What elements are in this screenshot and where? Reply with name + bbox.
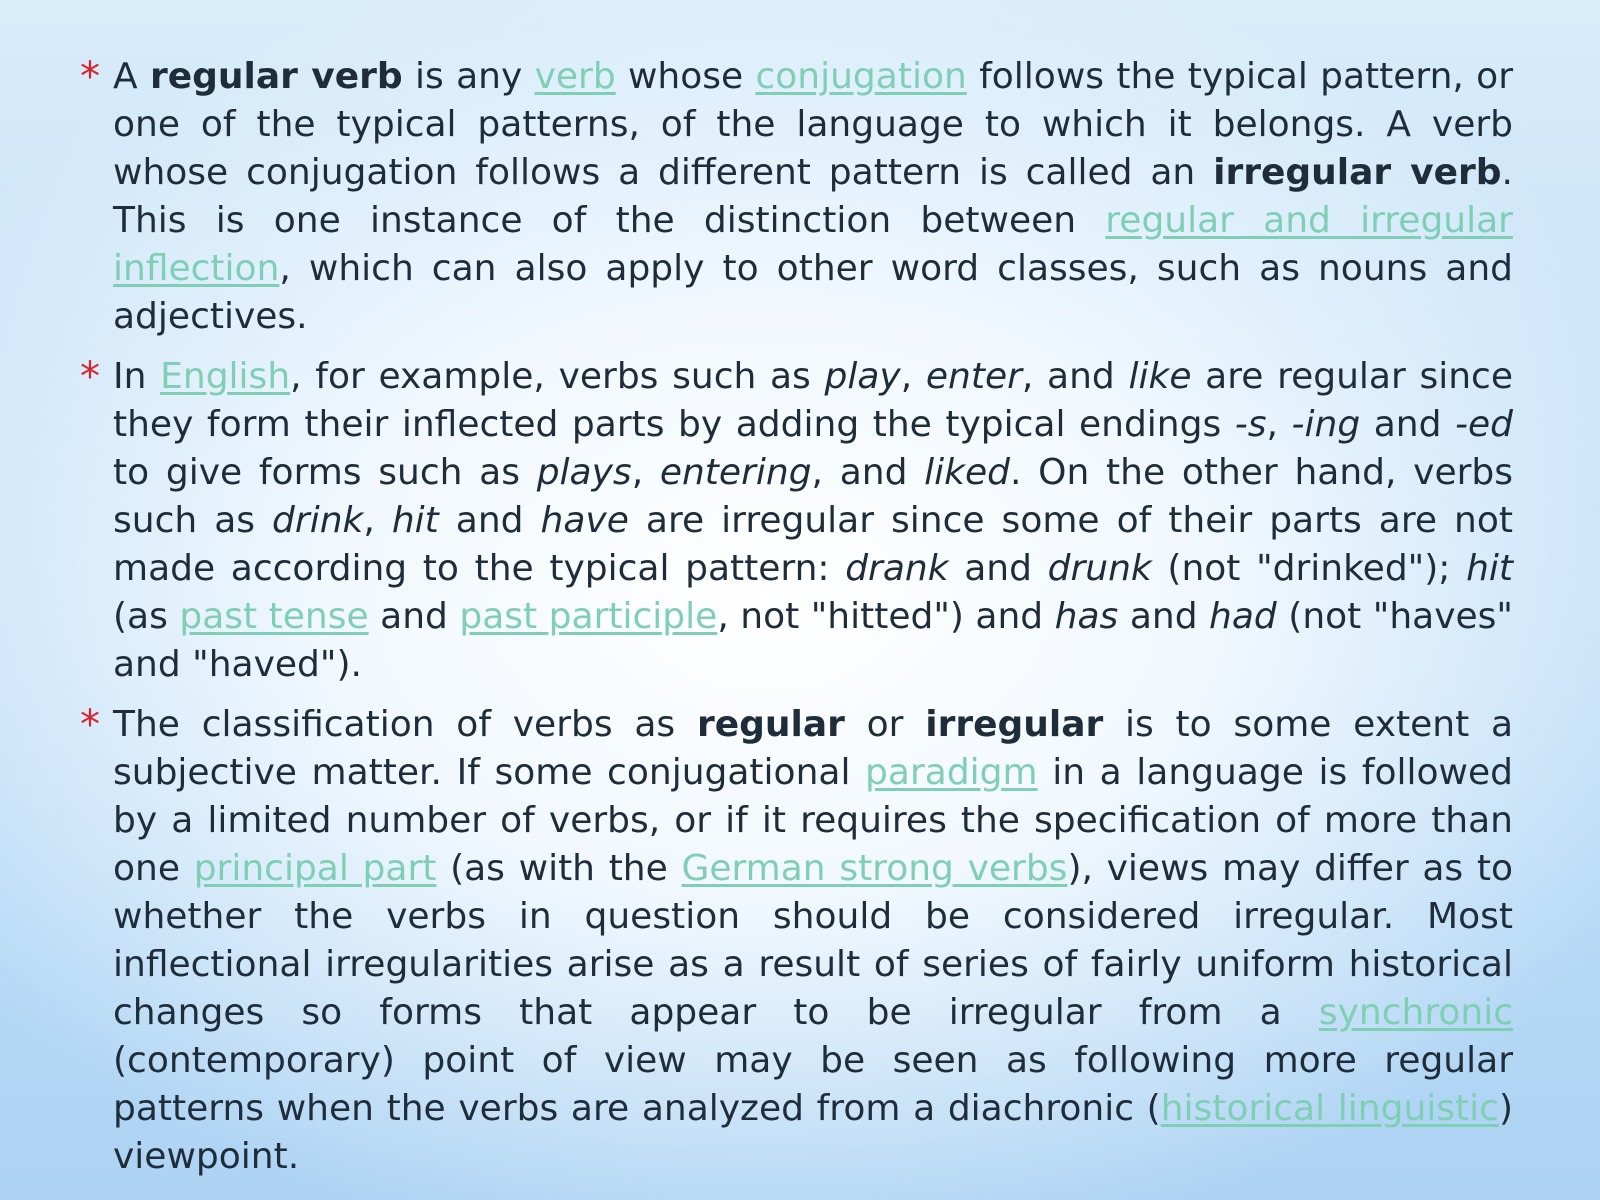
italic-term: -s bbox=[1234, 404, 1267, 445]
bullet-asterisk-icon: * bbox=[80, 702, 100, 748]
text-run: ), views may differ as to whether the verbs in question should be considered irregular. Most inflectional irregularities arise as a result of series of fairly uniform historical changes so forms that appear to be irregular from a bbox=[113, 848, 1514, 1033]
italic-term: had bbox=[1209, 596, 1277, 637]
text-run: and bbox=[438, 500, 541, 541]
bold-term: regular verb bbox=[149, 56, 403, 97]
bullet-paragraph-1 bbox=[80, 53, 1513, 341]
hyperlink[interactable]: regular and irregular inflection bbox=[113, 200, 1513, 289]
text-run: are regular since they form their inflected parts by adding the typical endings bbox=[113, 356, 1513, 445]
hyperlink[interactable]: principal part bbox=[193, 848, 437, 889]
text-run: to give forms such as bbox=[113, 452, 537, 493]
italic-term: play bbox=[824, 356, 901, 397]
text-run: , bbox=[631, 452, 660, 493]
text-run: and bbox=[948, 548, 1048, 589]
italic-term: -ed bbox=[1455, 404, 1513, 445]
text-run: is to some extent a subjective matter. If some conjugational bbox=[113, 704, 1514, 793]
italic-term: plays bbox=[536, 452, 632, 493]
text-run: , for example, verbs such as bbox=[290, 356, 825, 397]
hyperlink[interactable]: conjugation bbox=[755, 56, 967, 97]
text-run: (as bbox=[113, 596, 180, 637]
italic-term: have bbox=[540, 500, 629, 541]
bullet-asterisk-icon: * bbox=[80, 354, 100, 400]
italic-term: hit bbox=[1466, 548, 1513, 589]
paragraph-text bbox=[113, 704, 1513, 1177]
text-run: (contemporary) point of view may be seen as following more regular patterns when the verbs are analyzed from a diachronic ( bbox=[113, 1040, 1513, 1129]
text-run: , not "hitted") and bbox=[717, 596, 1055, 637]
italic-term: drank bbox=[845, 548, 949, 589]
text-run: is any bbox=[402, 56, 535, 97]
text-run: . On the other hand, verbs such as bbox=[113, 452, 1514, 541]
bold-term: irregular verb bbox=[1213, 152, 1502, 193]
italic-term: hit bbox=[391, 500, 439, 541]
text-run: . This is one instance of the distinction between bbox=[113, 152, 1513, 241]
text-run: (not "drinked"); bbox=[1151, 548, 1467, 589]
text-run: whose bbox=[615, 56, 756, 97]
text-run: in a language is followed by a limited number of verbs, or if it requires the specification of more than one bbox=[113, 752, 1513, 889]
italic-term: like bbox=[1128, 356, 1192, 397]
hyperlink[interactable]: historical linguistic bbox=[1160, 1088, 1499, 1129]
text-run: and bbox=[368, 596, 460, 637]
text-run: , and bbox=[811, 452, 925, 493]
hyperlink[interactable]: German strong verbs bbox=[681, 848, 1068, 889]
text-run: , bbox=[1266, 404, 1292, 445]
italic-term: has bbox=[1054, 596, 1119, 637]
hyperlink[interactable]: past participle bbox=[459, 596, 718, 637]
italic-term: drunk bbox=[1047, 548, 1152, 589]
italic-term: liked bbox=[924, 452, 1011, 493]
text-run: follows the typical pattern, or one of the typical patterns, of the language to which it belongs. A verb whose conjugation follows a different pattern is called an bbox=[113, 56, 1513, 193]
text-run: , and bbox=[1021, 356, 1129, 397]
italic-term: -ing bbox=[1291, 404, 1361, 445]
hyperlink[interactable]: English bbox=[160, 356, 291, 397]
italic-term: enter bbox=[925, 356, 1022, 397]
hyperlink[interactable]: paradigm bbox=[865, 752, 1038, 793]
italic-term: drink bbox=[272, 500, 364, 541]
text-run: (not "haves" and "haved"). bbox=[113, 596, 1513, 685]
text-run: The classification of verbs as bbox=[113, 704, 697, 745]
text-run: are irregular since some of their parts are not made according to the typical pattern: bbox=[113, 500, 1513, 589]
hyperlink[interactable]: past tense bbox=[179, 596, 369, 637]
bullet-paragraph-3 bbox=[80, 701, 1513, 1181]
bold-term: regular bbox=[696, 704, 845, 745]
text-run: In bbox=[113, 356, 161, 397]
paragraph-text bbox=[113, 56, 1513, 337]
text-run: and bbox=[1118, 596, 1210, 637]
text-run: ) viewpoint. bbox=[113, 1088, 1513, 1177]
italic-term: entering bbox=[659, 452, 812, 493]
bullet-paragraph-2 bbox=[80, 353, 1513, 689]
bullet-asterisk-icon: * bbox=[80, 54, 100, 100]
text-run: and bbox=[1360, 404, 1455, 445]
bullet-list bbox=[80, 53, 1513, 1193]
text-run: or bbox=[844, 704, 926, 745]
bold-term: irregular bbox=[925, 704, 1104, 745]
text-run: , bbox=[900, 356, 926, 397]
paragraph-text bbox=[113, 356, 1513, 685]
text-run: , bbox=[363, 500, 392, 541]
hyperlink[interactable]: verb bbox=[534, 56, 616, 97]
text-run: , which can also apply to other word classes, such as nouns and adjectives. bbox=[113, 248, 1513, 337]
text-run: (as with the bbox=[436, 848, 682, 889]
hyperlink[interactable]: synchronic bbox=[1318, 992, 1513, 1033]
text-run: A bbox=[113, 56, 150, 97]
